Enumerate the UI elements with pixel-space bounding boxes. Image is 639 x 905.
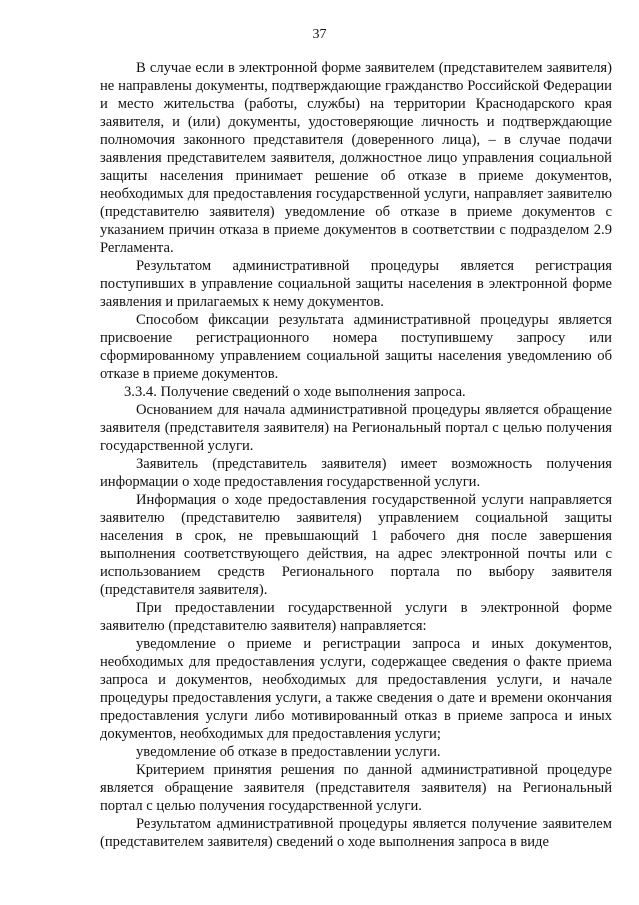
- page-number: 37: [312, 27, 327, 42]
- paragraph-progress-notification: Информация о ходе предоставления государственной услуги направляется заявителю (представителю заявителя) управлением социальной защиты населения в срок, не превышающий 1 рабочего дня после завершения выполнения соответствующего действия, на адрес электронной почты или с использованием средств Регионального портала по выбору заявителя (представителя заявителя).: [100, 492, 612, 598]
- paragraph-electronic-form-intro: При предоставлении государственной услуги в электронной форме заявителю (представителю заявителя) направляется:: [100, 600, 612, 634]
- paragraph-refusal-notification: уведомление об отказе в предоставлении услуги.: [136, 744, 441, 760]
- section-heading-3-3-4: 3.3.4. Получение сведений о ходе выполнения запроса.: [124, 384, 466, 400]
- paragraph-fixation-method: Способом фиксации результата административной процедуры является присвоение регистрационного номера поступившему запросу или сформированному управлением социальной защиты населения уведомлению об отказе в приеме документов.: [100, 312, 612, 382]
- paragraph-procedure-basis: Основанием для начала административной процедуры является обращение заявителя (представителя заявителя) на Региональный портал с целью получения государственной услуги.: [100, 402, 612, 454]
- paragraph-receipt-notification: уведомление о приеме и регистрации запроса и иных документов, необходимых для предоставления услуги, содержащее сведения о факте приема запроса и документов, необходимых для предоставления услуги, и начале процедуры предоставления услуги, а также сведения о дате и времени окончания предоставления услуги либо мотивированный отказ в приеме запроса и иных документов, необходимых для предоставления услуги;: [100, 636, 612, 742]
- paragraph-registration-result: Результатом административной процедуры является регистрация поступивших в управление социальной защиты населения в электронной форме заявления и прилагаемых к нему документов.: [100, 258, 612, 310]
- paragraph-procedure-result: Результатом административной процедуры является получение заявителем (представителем заявителя) сведений о ходе выполнения запроса в виде: [100, 816, 612, 850]
- document-body: [100, 59, 612, 851]
- paragraph-applicant-info-access: Заявитель (представитель заявителя) имеет возможность получения информации о ходе предоставления государственной услуги.: [100, 456, 612, 490]
- paragraph-incomplete-documents: В случае если в электронной форме заявителем (представителем заявителя) не направлены документы, подтверждающие гражданство Российской Федерации и место жительства (работы, службы) на территории Краснодарского края заявителя, и (или) документы, удостоверяющие личность и подтверждающие полномочия законного представителя (доверенного лица), – в случае подачи заявления представителем заявителя, должностное лицо управления социальной защиты населения принимает решение об отказе в приеме документов, необходимых для предоставления государственной услуги, направляет заявителю (представителю заявителя) уведомление об отказе в приеме документов с указанием причин отказа в приеме документов в соответствии с подразделом 2.9 Регламента.: [100, 60, 612, 256]
- paragraph-decision-criterion: Критерием принятия решения по данной административной процедуре является обращение заявителя (представителя заявителя) на Региональный портал с целью получения государственной услуги.: [100, 762, 612, 814]
